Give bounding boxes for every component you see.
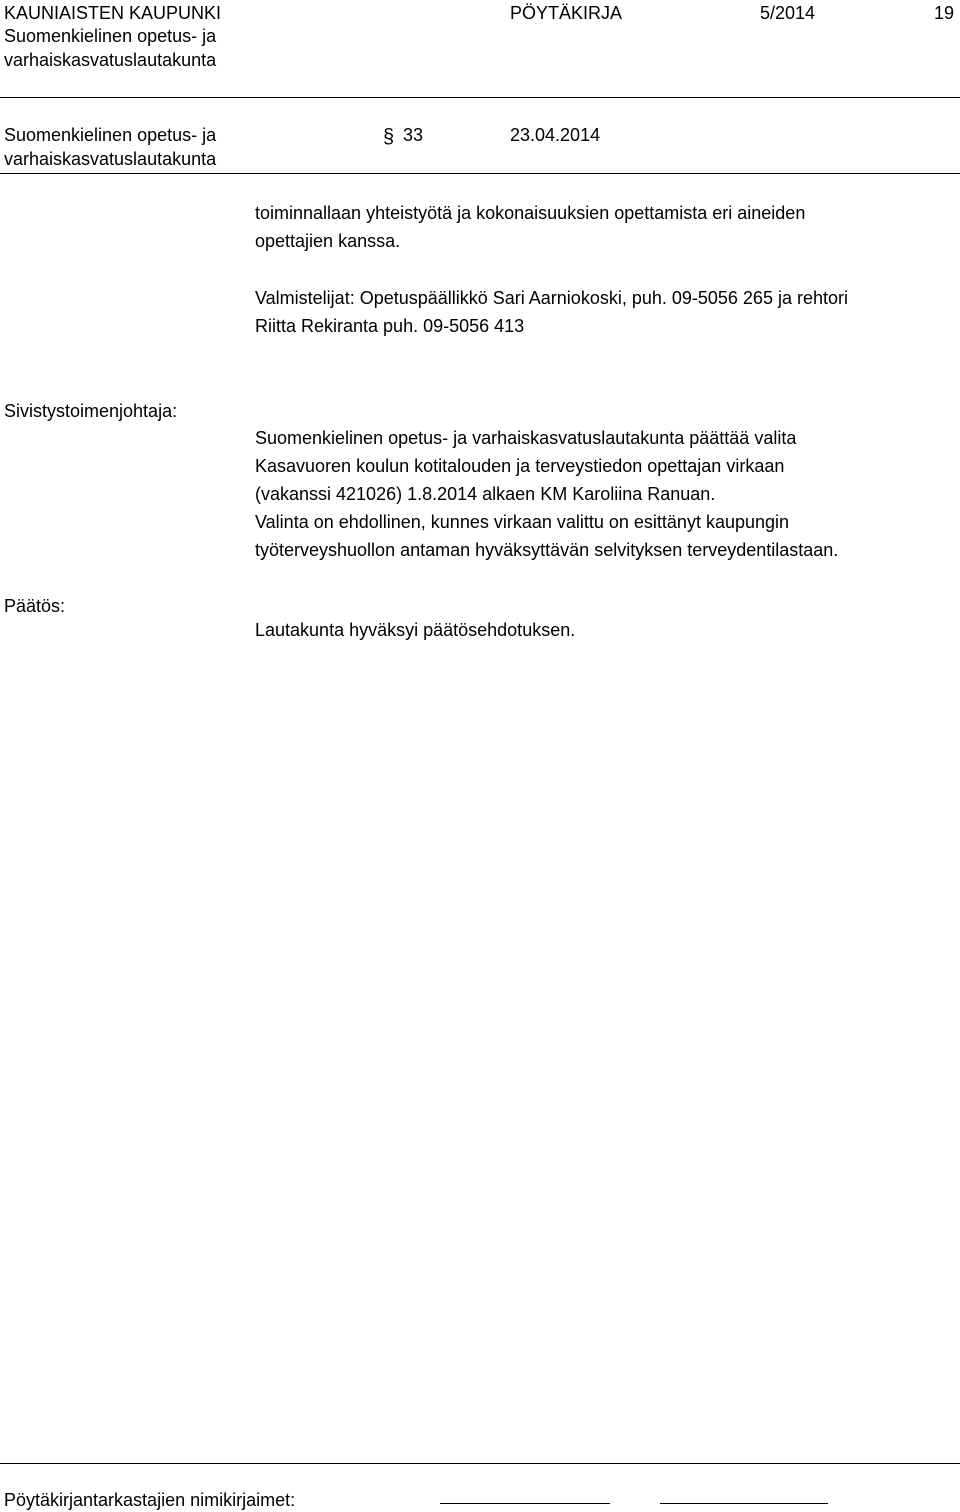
page-number: 19	[934, 3, 955, 23]
text-line: Riitta Rekiranta puh. 09-5056 413	[255, 316, 525, 336]
document-number: 5/2014	[760, 3, 816, 23]
footer-initials-label: Pöytäkirjantarkastajien nimikirjaimet:	[4, 1490, 296, 1510]
section-number: 33	[403, 125, 424, 145]
text-line: Valmistelijat: Opetuspäällikkö Sari Aarniokoski, puh. 09-5056 265 ja rehtori	[255, 288, 848, 308]
proposal-label: Sivistystoimenjohtaja:	[4, 401, 178, 421]
signature-line-1	[440, 1503, 610, 1504]
meeting-date: 23.04.2014	[510, 125, 601, 145]
proposal-paragraph	[255, 424, 955, 564]
department-line-2: varhaiskasvatuslautakunta	[4, 50, 217, 70]
intro-paragraph	[255, 199, 955, 255]
text-line: Kasavuoren koulun kotitalouden ja terveystiedon opettajan virkaan	[255, 456, 785, 476]
decision-label: Päätös:	[4, 596, 66, 616]
decision-text: Lautakunta hyväksyi päätösehdotuksen.	[255, 620, 576, 640]
document-type: PÖYTÄKIRJA	[510, 3, 623, 23]
org-name: KAUNIAISTEN KAUPUNKI	[4, 3, 222, 23]
text-line: opettajien kanssa.	[255, 231, 401, 251]
section-divider	[0, 173, 960, 174]
text-line: toiminnallaan yhteistyötä ja kokonaisuuksien opettamista eri aineiden	[255, 203, 806, 223]
text-line: Valinta on ehdollinen, kunnes virkaan valittu on esittänyt kaupungin	[255, 512, 790, 532]
signature-line-2	[660, 1503, 828, 1504]
board-name-line-2: varhaiskasvatuslautakunta	[4, 149, 217, 169]
header-divider	[0, 97, 960, 98]
footer-divider	[0, 1463, 960, 1464]
text-line: Suomenkielinen opetus- ja varhaiskasvatuslautakunta päättää valita	[255, 428, 797, 448]
text-line: työterveyshuollon antaman hyväksyttävän selvityksen terveydentilastaan.	[255, 540, 839, 560]
text-line: (vakanssi 421026) 1.8.2014 alkaen KM Karoliina Ranuan.	[255, 484, 716, 504]
preparers-paragraph	[255, 284, 955, 340]
board-name-line-1: Suomenkielinen opetus- ja	[4, 125, 217, 145]
paragraph-symbol: §	[383, 126, 395, 148]
department-line-1: Suomenkielinen opetus- ja	[4, 26, 217, 46]
